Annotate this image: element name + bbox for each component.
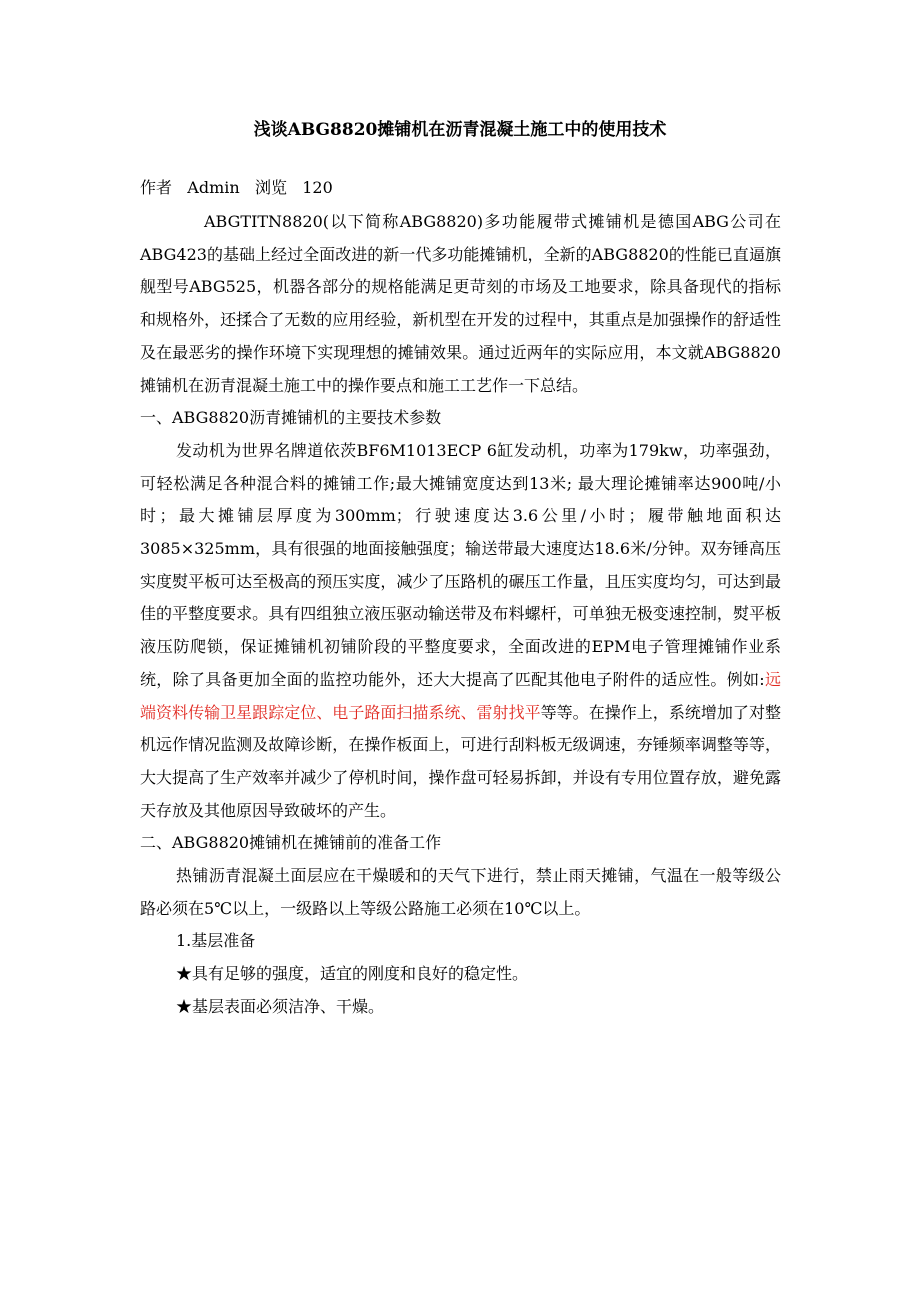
bullet-item: ★具有足够的强度，适宜的刚度和良好的稳定性。 xyxy=(176,964,529,984)
section2-heading: 二、ABG8820摊铺机在摊铺前的准备工作 xyxy=(140,833,442,853)
section2-paragraph: 热铺沥青混凝土面层应在干燥暖和的天气下进行，禁止雨天摊铺，气温在一般等级公路必须在5℃以上，一级路以上等级公路施工必须在10℃以上。 xyxy=(140,866,781,918)
section1-text-before: 发动机为世界名牌道依茨BF6M1013ECP 6缸发动机，功率为179kw，功率强劲，可轻松满足各种混合料的摊铺工作;最大摊铺宽度达到13米; 最大理论摊铺率达900吨/小时；最大摊铺层厚度为300mm；行驶速度达3.6公里/小时；履带触地面积达3085×325mm，具有很强的地面接触强度；输送带最大速度达18.6米/分钟。双夯锤高压实度熨平板可达至极高的预压实度，减少了压路机的碾压工作量，且压实度均匀，可达到最佳的平整度要求。具有四组独立液压驱动输送带及布料螺杆，可单独无极变速控制，熨平板液压防爬锁，保证摊铺机初铺阶段的平整度要求，全面改进的EPM电子管理摊铺作业系统，除了具备更加全面的监控功能外，还大大提高了匹配其他电子附件的适应性。例如: xyxy=(140,440,781,689)
author-label: 作者 xyxy=(140,178,173,197)
intro-paragraph: ABGTITN8820(以下简称ABG8820)多功能履带式摊铺机是德国ABG公司在ABG423的基础上经过全面改进的新一代多功能摊铺机，全新的ABG8820的性能已直逼旗舰型号ABG525，机器各部分的规格能满足更苛刻的市场及工地要求，除具备现代的指标和规格外，还揉合了无数的应用经验，新机型在开发的过程中，其重点是加强操作的舒适性及在最恶劣的操作环境下实现理想的摊铺效果。通过近两年的实际应用，本文就ABG8820摊铺机在沥青混凝土施工中的操作要点和施工工艺作一下总结。 xyxy=(140,212,781,395)
section1-heading: 一、ABG8820沥青摊铺机的主要技术参数 xyxy=(140,408,442,428)
views-label: 浏览 xyxy=(254,178,287,197)
section1-paragraph xyxy=(140,435,781,827)
views-count: 120 xyxy=(302,178,333,197)
author-name: Admin xyxy=(187,178,240,197)
bullet-item: ★基层表面必须洁净、干燥。 xyxy=(176,996,385,1016)
highlighted-text: 远端资料传输卫星跟踪定位、电子路面扫描系统、雷射找平 xyxy=(140,669,781,722)
article-body xyxy=(140,206,781,1024)
article-title: 浅谈ABG8820摊铺机在沥青混凝土施工中的使用技术 xyxy=(253,120,667,140)
article-meta xyxy=(140,176,780,200)
section1-text-after: 等等。在操作上，系统增加了对整机远作情况监测及故障诊断，在操作板面上，可进行刮料板无级调速，夯锤频率调整等等，大大提高了生产效率并减少了停机时间，操作盘可轻易拆卸，并设有专用位置存放，避免露天存放及其他原因导致破坏的产生。 xyxy=(140,702,781,820)
sub-heading: 1.基层准备 xyxy=(176,931,256,951)
